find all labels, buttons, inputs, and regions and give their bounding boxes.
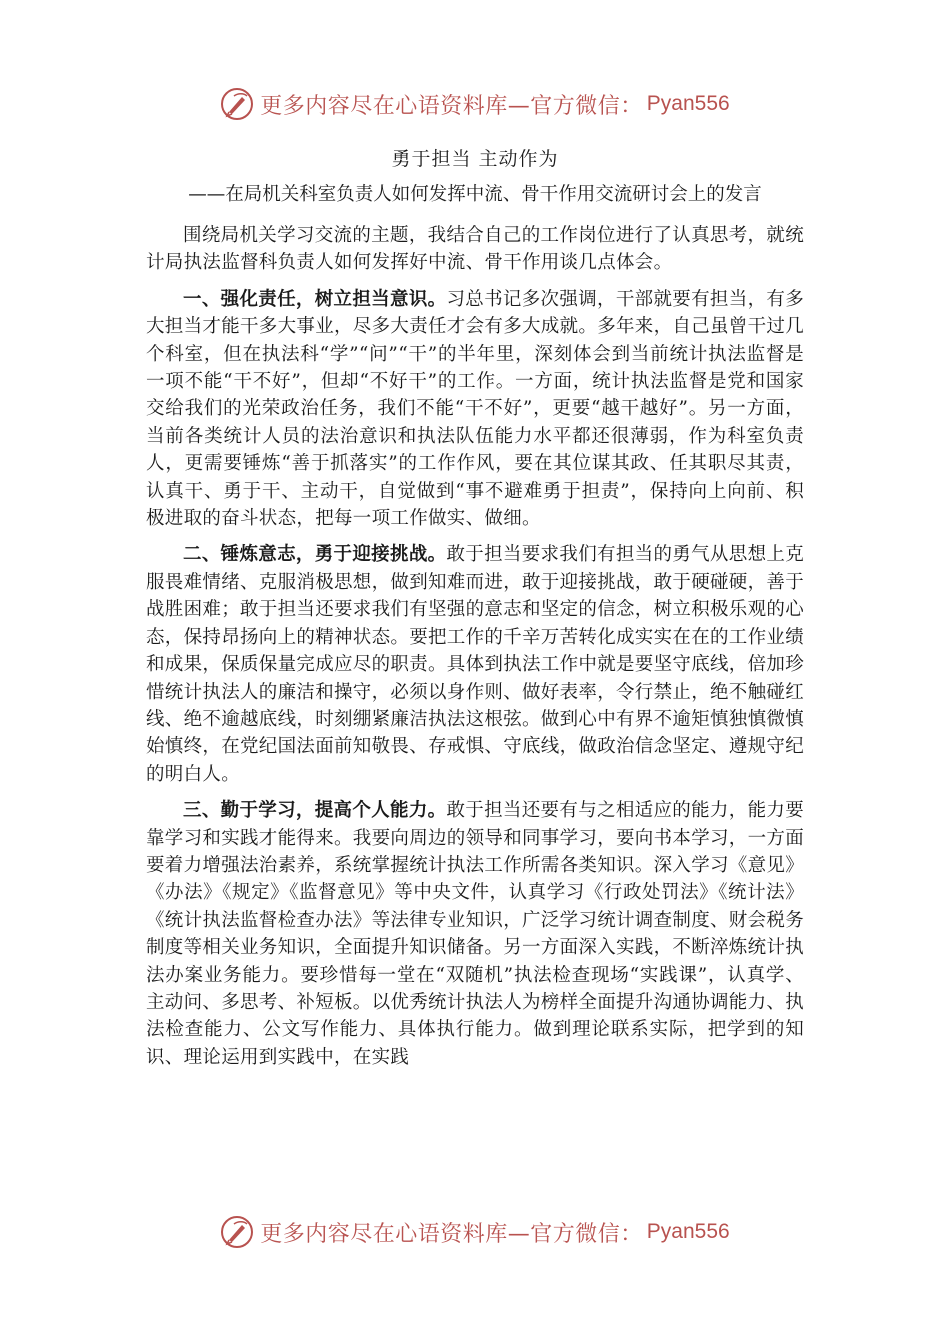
- section-body-1: 习总书记多次强调，干部就要有担当，有多大担当才能干多大事业，尽多大责任才会有多大成就。多年来，自己虽曾干过几个科室，但在执法科“学”“问”“干”的半年里，深刻体会到当前统计执法监督是一项不能“干不好”，但却“不好干”的工作。一方面，统计执法监督是党和国家交给我们的光荣政治任务，我们不能“干不好”，更要“越干越好”。另一方面，当前各类统计人员的法治意识和执法队伍能力水平都还很薄弱，作为科室负责人，更需要锤炼“善于抓落实”的工作作风，要在其位谋其政、任其职尽其责，认真干、勇于干、主动干，自觉做到“事不避难勇于担责”，保持向上向前、积极进取的奋斗状态，把每一项工作做实、做细。: [146, 288, 805, 530]
- section-heading-2: 二、锤炼意志，勇于迎接挑战。: [183, 544, 447, 566]
- section-paragraph-2: [146, 541, 804, 788]
- wechat-id: Pyan556: [646, 1220, 730, 1243]
- intro-paragraph: 围绕局机关学习交流的主题，我结合自己的工作岗位进行了认真思考，就统计局执法监督科负责人如何发挥好中流、骨干作用谈几点体会。: [146, 225, 804, 274]
- quill-pen-logo-icon: [220, 1215, 254, 1249]
- section-heading-3: 三、勤于学习，提高个人能力。: [183, 800, 447, 822]
- section-heading-1: 一、强化责任，树立担当意识。: [183, 288, 447, 310]
- banner-text: 更多内容尽在心语资料库—官方微信：: [260, 1221, 643, 1247]
- footer-banner: [0, 1212, 950, 1252]
- quill-pen-logo-icon: [220, 87, 254, 121]
- document-title: 勇于担当 主动作为: [391, 148, 559, 170]
- section-paragraph-3: [146, 797, 804, 1071]
- document-subtitle: ——在局机关科室负责人如何发挥中流、骨干作用交流研讨会上的发言: [188, 184, 762, 205]
- section-paragraph-1: [146, 286, 804, 533]
- wechat-id: Pyan556: [646, 92, 730, 115]
- header-banner: [0, 84, 950, 124]
- section-body-3: 敢于担当还要有与之相适应的能力，能力要靠学习和实践才能得来。我要向周边的领导和同事学习，要向书本学习，一方面要着力增强法治素养，系统掌握统计执法工作所需各类知识。深入学习《意见》《办法》《规定》《监督意见》等中央文件，认真学习《行政处罚法》《统计法》《统计执法监督检查办法》等法律专业知识，广泛学习统计调查制度、财会税务制度等相关业务知识，全面提升知识储备。另一方面深入实践，不断淬炼统计执法办案业务能力。要珍惜每一堂在“双随机”执法检查现场“实践课”，认真学、主动问、多思考、补短板。以优秀统计执法人为榜样全面提升沟通协调能力、执法检查能力、公文写作能力、具体执行能力。做到理论联系实际，把学到的知识、理论运用到实践中，在实践: [146, 800, 805, 1068]
- banner-text: 更多内容尽在心语资料库—官方微信：: [260, 93, 643, 119]
- section-body-2: 敢于担当要求我们有担当的勇气从思想上克服畏难情绪、克服消极思想，做到知难而进，敢于迎接挑战，敢于硬碰硬，善于战胜困难；敢于担当还要求我们有坚强的意志和坚定的信念，树立积极乐观的心态，保持昂扬向上的精神状态。要把工作的千辛万苦转化成实实在在的工作业绩和成果，保质保量完成应尽的职责。具体到执法工作中就是要坚守底线，倍加珍惜统计执法人的廉洁和操守，必须以身作则、做好表率，令行禁止，绝不触碰红线、绝不逾越底线，时刻绷紧廉洁执法这根弦。做到心中有界不逾矩慎独慎微慎始慎终，在党纪国法面前知敬畏、存戒惧、守底线，做政治信念坚定、遵规守纪的明白人。: [146, 544, 805, 785]
- document-body: [146, 140, 804, 1080]
